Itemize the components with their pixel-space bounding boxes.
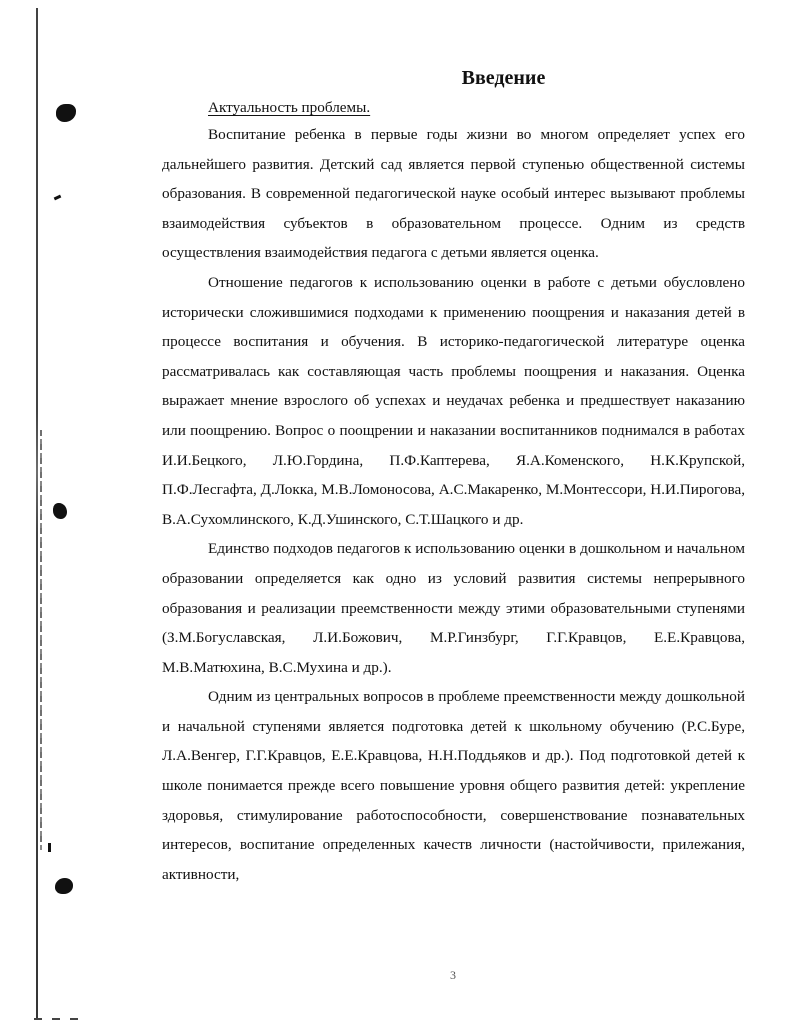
paragraph: Единство подходов педагогов к использованию оценки в дошкольном и начальном образовании определяется как одно из условий развития системы непрерывного образования и реализации преемственности между этими образовательными ступенями (З.М.Богуславская, Л.И.Божович, М.Р.Гинзбург, Г.Г.Кравцов, Е.Е.Кравцова, М.В.Матюхина, В.С.Мухина и др.). (162, 540, 745, 676)
scan-artifact (55, 878, 73, 894)
scan-bottom-marks (34, 1018, 84, 1020)
scan-artifact (56, 104, 76, 122)
section-subheading: Актуальность проблемы. (208, 99, 371, 116)
scan-artifact (54, 195, 62, 201)
page-title: Введение (461, 67, 546, 89)
document-body (162, 60, 745, 889)
scan-margin-noise (40, 430, 42, 850)
paragraph: Одним из центральных вопросов в проблеме преемственности между дошкольной и начальной ступенями является подготовка детей к школьному обучению (Р.С.Буре, Л.А.Венгер, Г.Г.Кравцов, Е.Е.Кравцова, Н.Н.Поддьяков и др.). Под подготовкой детей к школе понимается прежде всего повышение уровня общего развития детей: укрепление здоровья, стимулирование работоспособности, совершенствование познавательных интересов, воспитание определенных качеств личности (настойчивости, прилежания, активности, (162, 688, 745, 883)
scan-artifact (48, 843, 51, 852)
scan-margin-line (36, 8, 38, 1018)
paragraph: Отношение педагогов к использованию оценки в работе с детьми обусловлено исторически сложившимися подходами к применению поощрения и наказания детей в процессе воспитания и обучения. В историко-педагогической литературе оценка рассматривалась как составляющая часть проблемы поощрения и наказания. Оценка выражает мнение взрослого об успехах и неудачах ребенка и предшествует наказанию или поощрению. Вопрос о поощрении и наказании воспитанников поднимался в работах И.И.Бецкого, Л.Ю.Гордина, П.Ф.Каптерева, Я.А.Коменского, Н.К.Крупской, П.Ф.Лесгафта, Д.Локка, М.В.Ломоносова, А.С.Макаренко, М.Монтессори, Н.И.Пирогова, В.А.Сухомлинского, К.Д.Ушинского, С.Т.Шацкого и др. (162, 273, 745, 528)
scan-artifact (53, 503, 67, 519)
paragraph: Воспитание ребенка в первые годы жизни во многом определяет успех его дальнейшего развития. Детский сад является первой ступенью общественной системы образования. В современной педагогической науке особый интерес вызывают проблемы взаимодействия субъектов в образовательном процессе. Одним из средств осуществления взаимодействия педагога с детьми является оценка. (162, 126, 745, 262)
page-number: 3 (450, 968, 456, 982)
